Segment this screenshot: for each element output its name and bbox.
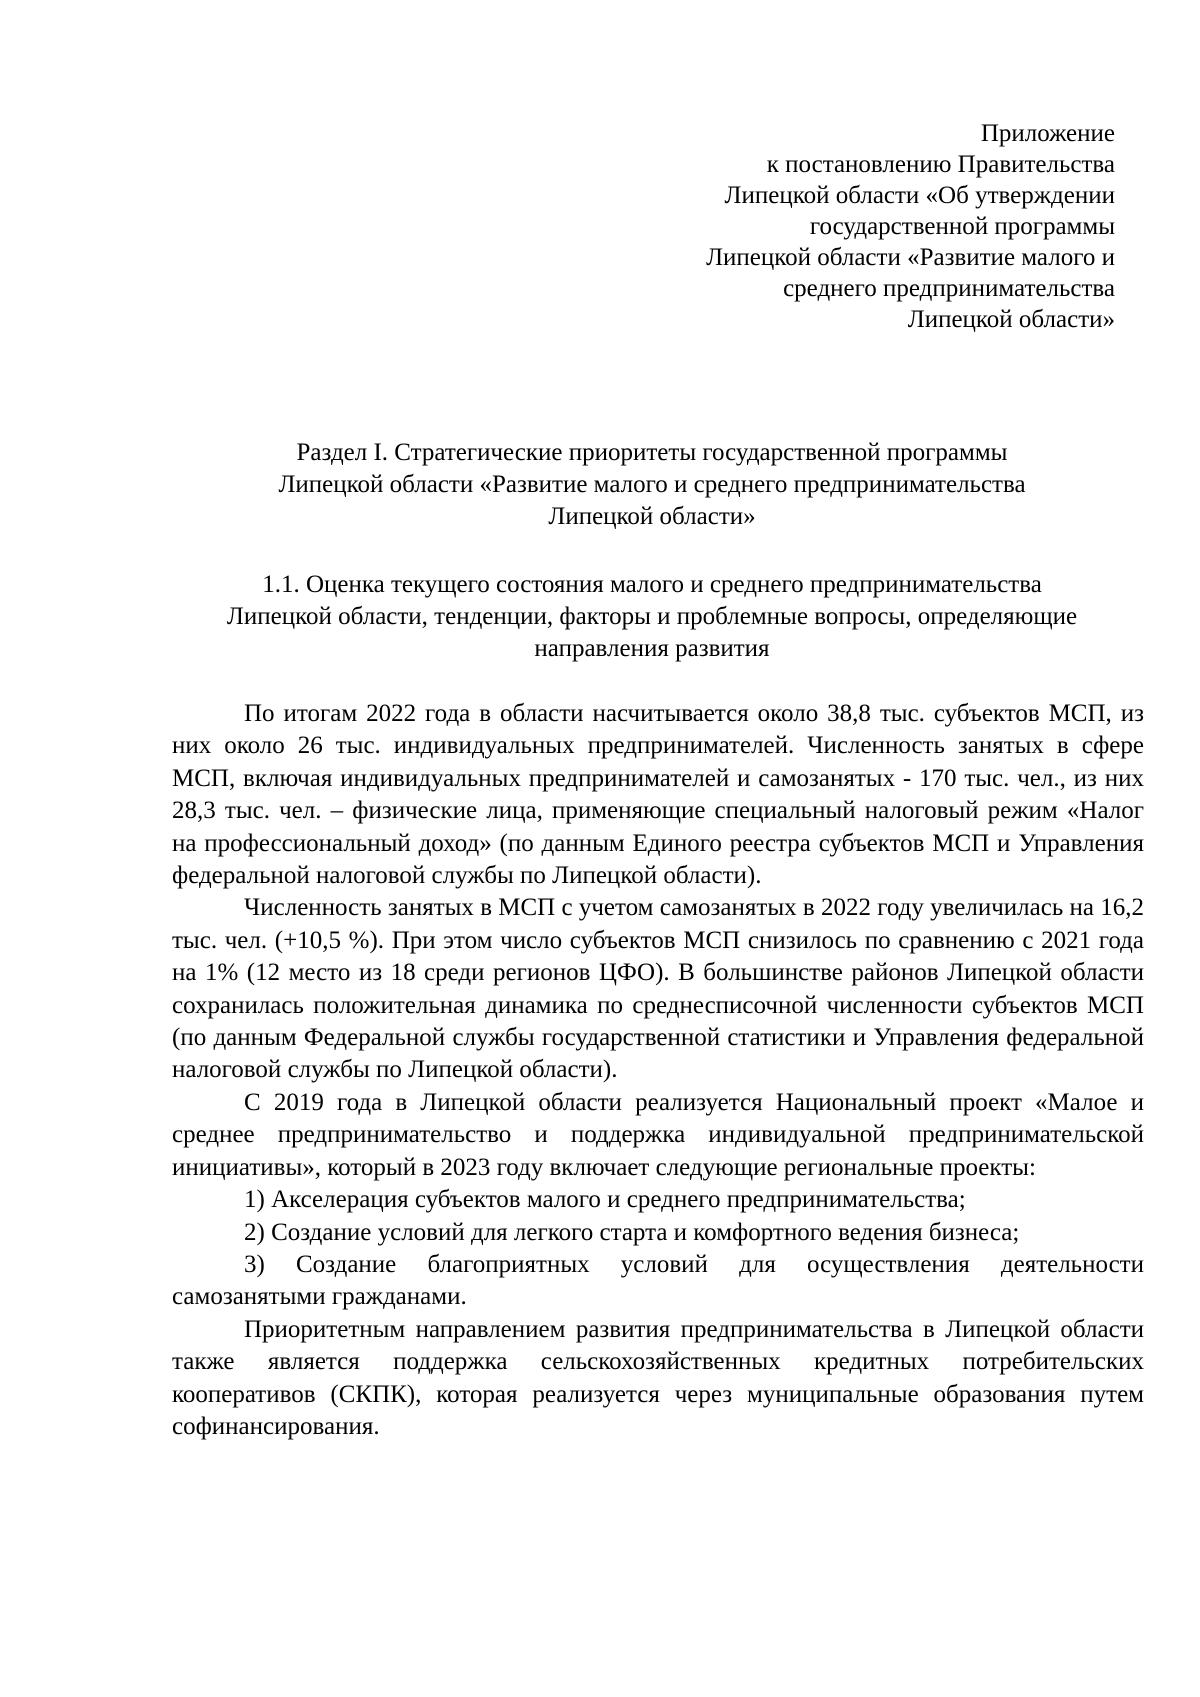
- project-list-item: 2) Создание условий для легкого старта и комфортного ведения бизнеса;: [244, 1218, 1020, 1246]
- section-title: [172, 437, 1132, 533]
- appendix-block: [706, 118, 1115, 335]
- subsection-title-line: Липецкой области, тенденции, факторы и проблемные вопросы, определяющие: [226, 603, 1078, 630]
- appendix-line: Липецкой области «Развитие малого и: [706, 244, 1115, 271]
- body-paragraph: С 2019 года в Липецкой области реализуется Национальный проект «Малое и среднее предпринимательство и поддержка индивидуальной предпринимательской инициативы», который в 2023 году включает следующие региональные проекты:: [172, 1088, 1144, 1181]
- appendix-line: к постановлению Правительства: [766, 151, 1115, 178]
- section-title-line: Липецкой области «Развитие малого и среднего предпринимательства: [278, 471, 1026, 498]
- body-paragraph: По итогам 2022 года в области насчитывается около 38,8 тыс. субъектов МСП, из них около 26 тыс. индивидуальных предпринимателей. Численность занятых в сфере МСП, включая индивидуальных предпринимателей и самозанятых - 170 тыс. чел., из них 28,3 тыс. чел. – физические лица, применяющие специальный налоговый режим «Налог на профессиональный доход» (по данным Единого реестра субъектов МСП и Управления федеральной налоговой службы по Липецкой области).: [172, 700, 1144, 890]
- appendix-line: государственной программы: [809, 213, 1115, 240]
- body-text: [172, 698, 1144, 1443]
- appendix-line: среднего предпринимательства: [783, 275, 1115, 302]
- appendix-line: Липецкой области»: [907, 306, 1115, 333]
- section-title-line: Липецкой области»: [548, 503, 756, 530]
- subsection-title-line: 1.1. Оценка текущего состояния малого и среднего предпринимательства: [262, 571, 1042, 598]
- appendix-line: Липецкой области «Об утверждении: [724, 182, 1115, 209]
- subsection-title: [172, 569, 1132, 665]
- appendix-line: Приложение: [980, 120, 1115, 147]
- subsection-title-line: направления развития: [534, 635, 770, 662]
- project-list-item: 3) Создание благоприятных условий для осуществления деятельности самозанятыми гражданами.: [172, 1250, 1144, 1311]
- section-title-line: Раздел I. Стратегические приоритеты государственной программы: [296, 439, 1008, 466]
- body-paragraph-final: Приоритетным направлением развития предпринимательства в Липецкой области также является поддержка сельскохозяйственных кредитных потребительских кооперативов (СКПК), которая реализуется через муниципальные образования путем софинансирования.: [172, 1315, 1144, 1440]
- project-list-item: 1) Акселерация субъектов малого и среднего предпринимательства;: [244, 1186, 966, 1214]
- body-paragraph: Численность занятых в МСП с учетом самозанятых в 2022 году увеличилась на 16,2 тыс. чел. (+10,5 %). При этом число субъектов МСП снизилось по сравнению с 2021 года на 1% (12 место из 18 среди регионов ЦФО). В большинстве районов Липецкой области сохранилась положительная динамика по среднесписочной численности субъектов МСП (по данным Федеральной службы государственной статистики и Управления федеральной налоговой службы по Липецкой области).: [172, 894, 1144, 1084]
